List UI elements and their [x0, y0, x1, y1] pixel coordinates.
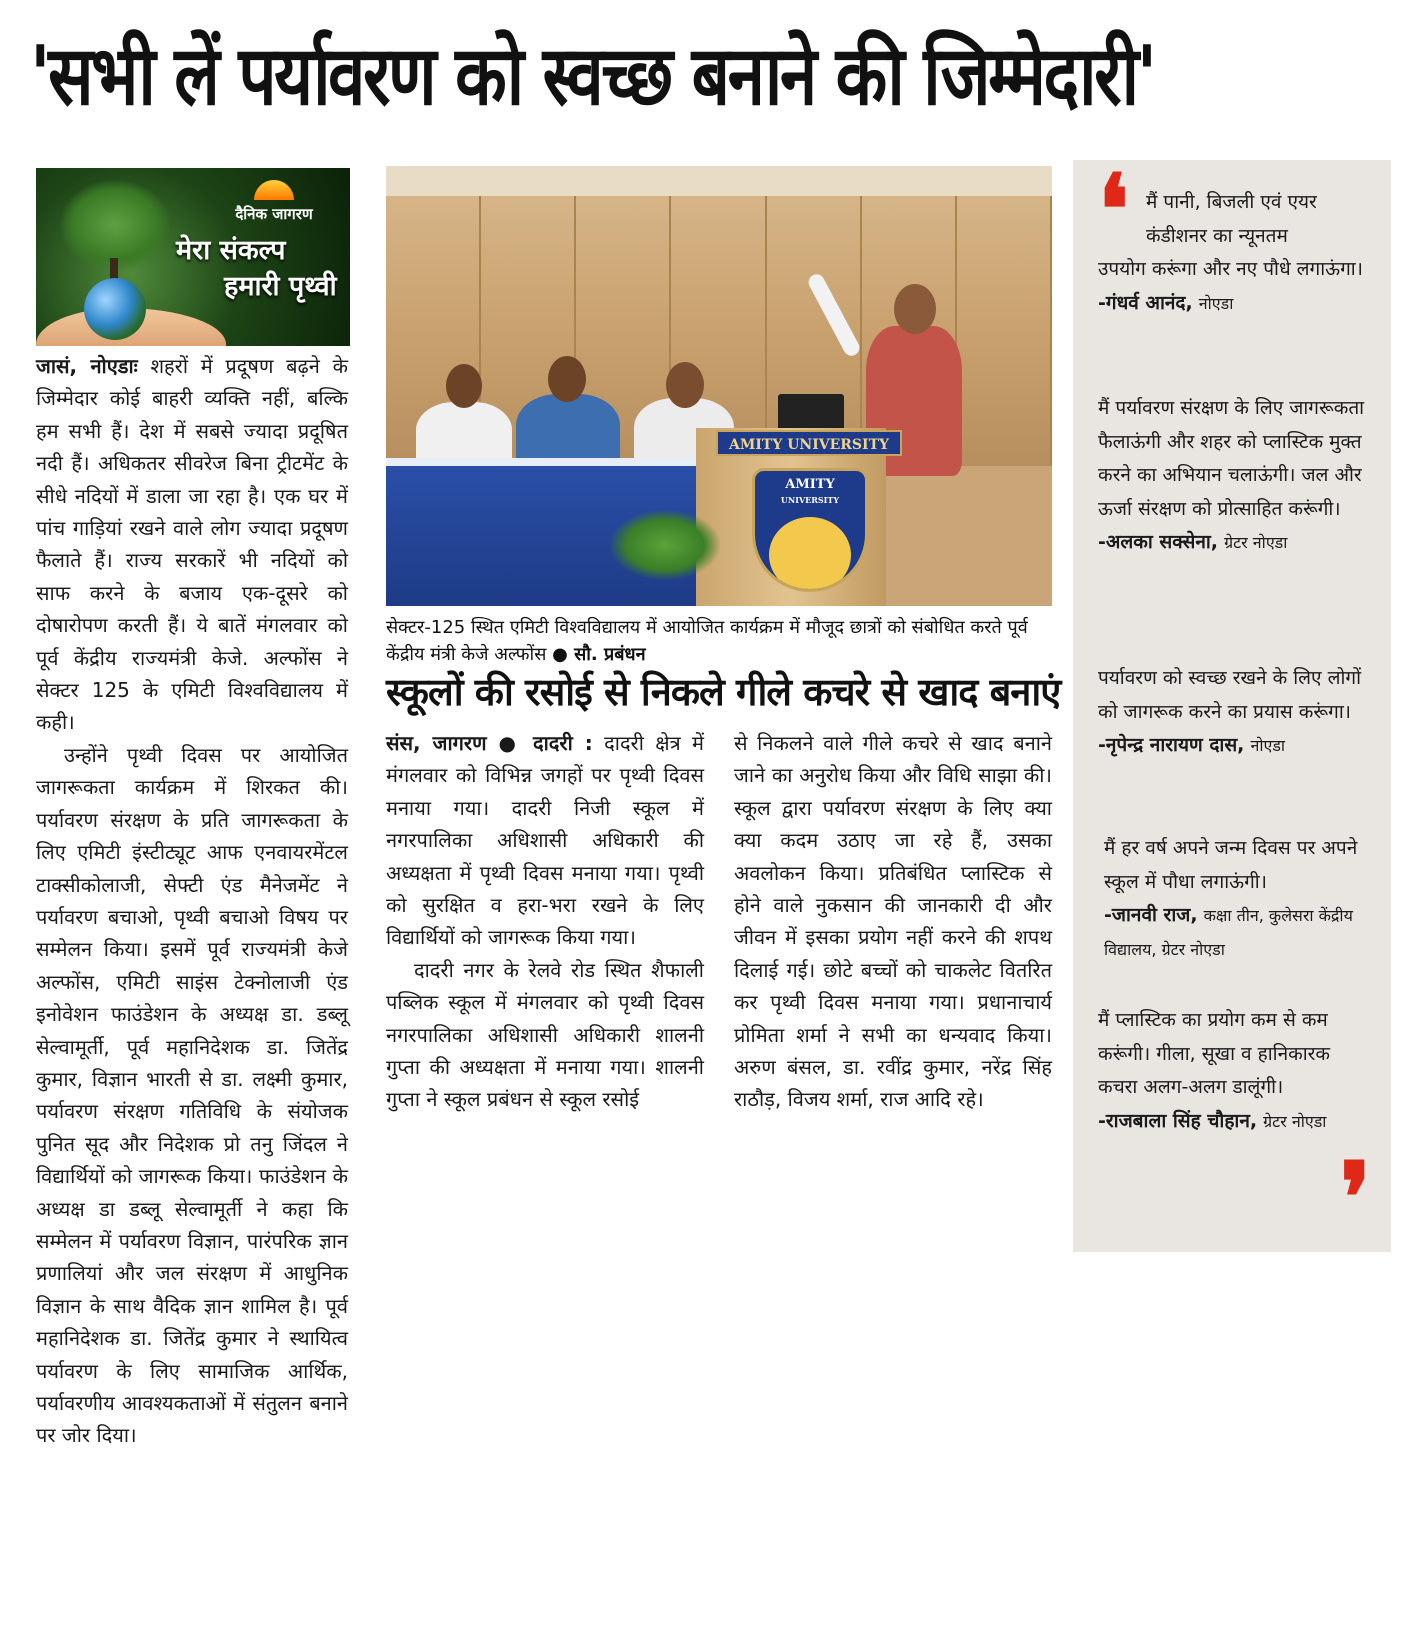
- pledge-1-line-2: कंडीशनर का न्यूनतम: [1146, 224, 1288, 247]
- main-story: [36, 350, 348, 1452]
- pledge-3-name: -नृपेन्द्र नारायण दास,: [1098, 734, 1245, 756]
- shield-line-2: UNIVERSITY: [780, 495, 840, 505]
- pledge-5: [1098, 1004, 1370, 1138]
- globe-icon: [84, 278, 146, 340]
- headline: 'सभी लें पर्यावरण को स्वच्छ बनाने की जिम्मेदारी': [30, 29, 1155, 124]
- guest-2-head: [548, 356, 586, 402]
- pledge-1: [1098, 186, 1370, 320]
- second-story-col-1: [386, 727, 704, 1116]
- caption-credit: ● सौ. प्रबंधन: [552, 644, 646, 665]
- pledge-5-place: ग्रेटर नोएडा: [1263, 1111, 1327, 1131]
- open-quote-icon: ❛: [1098, 153, 1129, 266]
- second-story-byline: संस, जागरण ● दादरी :: [386, 731, 593, 755]
- plant-icon: [610, 510, 720, 580]
- podium-plate: AMITY UNIVERSITY: [716, 430, 902, 456]
- sun-icon: [254, 180, 294, 200]
- close-quote-icon: ❜: [1340, 1141, 1371, 1254]
- tree-icon: [60, 180, 170, 270]
- logo-line-1: मेरा संकल्प: [176, 235, 286, 266]
- pledge-4: [1098, 832, 1370, 966]
- pledge-4-place: कक्षा तीन, कुलेसरा केंद्रीय विद्यालय, ग्रेटर नोएडा: [1104, 906, 1353, 959]
- guest-3-head: [666, 362, 704, 408]
- pledge-3-text: पर्यावरण को स्वच्छ रखने के लिए लोगों को जागरूक करने का प्रयास करूंगा।: [1098, 667, 1362, 723]
- pledge-4-name: -जानवी राज,: [1104, 904, 1198, 926]
- speaker-head: [894, 284, 936, 334]
- pledge-1-line-1: मैं पानी, बिजली एवं एयर: [1146, 191, 1317, 213]
- second-story-text-1: दादरी क्षेत्र में मंगलवार को विभिन्न जगहों पर पृथ्वी दिवस मनाया गया। दादरी निजी स्कूल में नगरपालिका अधिशासी अधिकारी की अध्यक्षता में पृथ्वी दिवस मनाया गया। पृथ्वी को सुरक्षित व हरा-भरा रखने के लिए विद्यार्थियों को जागरूक किया गया।: [386, 731, 705, 950]
- shield-line-1: AMITY: [785, 477, 835, 492]
- event-photo: [386, 166, 1052, 606]
- second-story-para-1: [386, 727, 704, 954]
- guest-1-head: [446, 364, 482, 408]
- amity-shield-logo: [752, 468, 868, 592]
- second-story-para-3: से निकलने वाले गीले कचरे से खाद बनाने जाने का अनुरोध किया और विधि साझा की। स्कूल द्वारा पर्यावरण संरक्षण के लिए क्या क्या कदम उठाए जा रहे हैं, उसका अवलोकन किया। प्रतिबंधित प्लास्टिक से होने वाले नुकसान की जानकारी दी और जीवन में इसका प्रयोग नहीं करने की शपथ दिलाई गई। छोटे बच्चों को चाकलेट वितरित कर पृथ्वी दिवस मनाया गया। प्रधानाचार्य प्रोमिता शर्मा ने सभी का धन्यवाद किया। अरुण बंसल, डा. रवींद्र कुमार, नरेंद्र सिंह राठौड़, विजय शर्मा, राज आदि रहे।: [734, 731, 1052, 1112]
- logo-brand: दैनिक जागरण: [235, 205, 313, 223]
- main-story-para-1: [36, 350, 348, 739]
- pledge-5-text: मैं प्लास्टिक का प्रयोग कम से कम करूंगी। गीला, सूखा व हानिकारक कचरा अलग-अलग डालूंगी।: [1098, 1009, 1331, 1098]
- photo-caption: [386, 614, 1052, 668]
- pledge-4-text: मैं हर वर्ष अपने जन्म दिवस पर अपने स्कूल में पौधा लगाऊंगी।: [1104, 837, 1358, 893]
- pledge-5-name: -राजबाला सिंह चौहान,: [1098, 1109, 1258, 1132]
- ceiling: [386, 166, 1052, 196]
- pledge-1-name: -गंधर्व आनंद,: [1098, 291, 1193, 314]
- pledge-3: [1098, 662, 1370, 763]
- main-story-byline: जासं, नोएडाः: [36, 354, 138, 378]
- main-story-text-1: शहरों में प्रदूषण बढ़ने के जिम्मेदार कोई बाहरी व्यक्ति नहीं, बल्कि हम सभी हैं। देश में सबसे ज्यादा प्रदूषित नदी हैं। अधिकतर सीवरेज बिना ट्रीटमेंट के सीधे नदियों में डाला जा रहा है। एक घर में पांच गाड़ियां रखने वाले लोग ज्यादा प्रदूषण फैलाते हैं। राज्य सरकारें भी नदियों को साफ करने के बजाय एक-दूसरे को दोषारोपण करती हैं। ये बातें मंगलवार को पूर्व केंद्रीय राज्यमंत्री केजे. अल्फोंस ने सेक्टर 125 के एमिटी विश्वविद्यालय में कही।: [36, 354, 348, 735]
- logo-line-2: हमारी पृथ्वी: [224, 271, 337, 302]
- campaign-logo: [36, 168, 350, 346]
- pledge-1-place: नोएडा: [1198, 293, 1234, 313]
- pledge-2-text: मैं पर्यावरण संरक्षण के लिए जागरूकता फैलाऊंगी और शहर को प्लास्टिक मुक्त करने का अभियान चलाऊंगी। जल और ऊर्जा संरक्षण को प्रोत्साहित करूंगी।: [1098, 397, 1365, 520]
- second-story-col-2: [734, 727, 1052, 1116]
- main-story-para-2: उन्होंने पृथ्वी दिवस पर आयोजित जागरूकता कार्यक्रम में शिरकत की। पर्यावरण संरक्षण के प्रति जागरूकता के लिए एमिटी इंस्टीट्यूट आफ एनवायरमेंटल टाक्सीकोलाजी, सेफ्टी एंड मैनेजमेंट ने पर्यावरण बचाओ, पृथ्वी बचाओ विषय पर सम्मेलन किया। इसमें पूर्व राज्यमंत्री केजे अल्फोंस, एमिटी साइंस टेक्नोलाजी एंड इनोवेशन फाउंडेशन के अध्यक्ष डा. डब्लू सेल्वामूर्ती, पूर्व महानिदेशक डा. जितेंद्र कुमार, विज्ञान भारती से डा. लक्ष्मी कुमार, पर्यावरण संरक्षण गतिविधि के संयोजक पुनित सूद और निदेशक प्रो तनु जिंदल ने विद्यार्थियों को जागरूक किया। फाउंडेशन के अध्यक्ष डा डब्लू सेल्वामूर्ती ने कहा कि सम्मेलन में पर्यावरण विज्ञान, पारंपरिक ज्ञान प्रणालियां और जल संरक्षण में आधुनिक विज्ञान के साथ वैदिक ज्ञान शामिल है। पूर्व महानिदेशक डा. जितेंद्र कुमार ने स्थायित्व पर्यावरण के लिए सामाजिक आर्थिक, पर्यावरणीय आवश्यकताओं में संतुलन बनाने पर जोर दिया।: [36, 742, 348, 1448]
- pledge-2: [1098, 392, 1370, 560]
- laptop-icon: [778, 394, 844, 432]
- second-story-para-2: दादरी नगर के रेलवे रोड स्थित शैफाली पब्लिक स्कूल में मंगलवार को पृथ्वी दिवस नगरपालिका अधिशासी अधिकारी शालनी गुप्ता की अध्यक्षता में मनाया गया। शालनी गुप्ता ने स्कूल प्रबंधन से स्कूल रसोई: [386, 957, 704, 1112]
- pledge-2-place: ग्रेटर नोएडा: [1224, 533, 1288, 552]
- caption-text: सेक्टर-125 स्थित एमिटी विश्वविद्यालय में आयोजित कार्यक्रम में मौजूद छात्रों को संबोधित करते पूर्व केंद्रीय मंत्री केजे अल्फोंस: [386, 617, 1028, 665]
- pledge-2-name: -अलका सक्सेना,: [1098, 531, 1219, 553]
- second-story-headline: स्कूलों की रसोई से निकले गीले कचरे से खाद बनाएं: [386, 670, 1061, 714]
- pledge-1-text: उपयोग करूंगा और नए पौधे लगाऊंगा।: [1098, 258, 1363, 280]
- pledge-3-place: नोएडा: [1250, 736, 1286, 755]
